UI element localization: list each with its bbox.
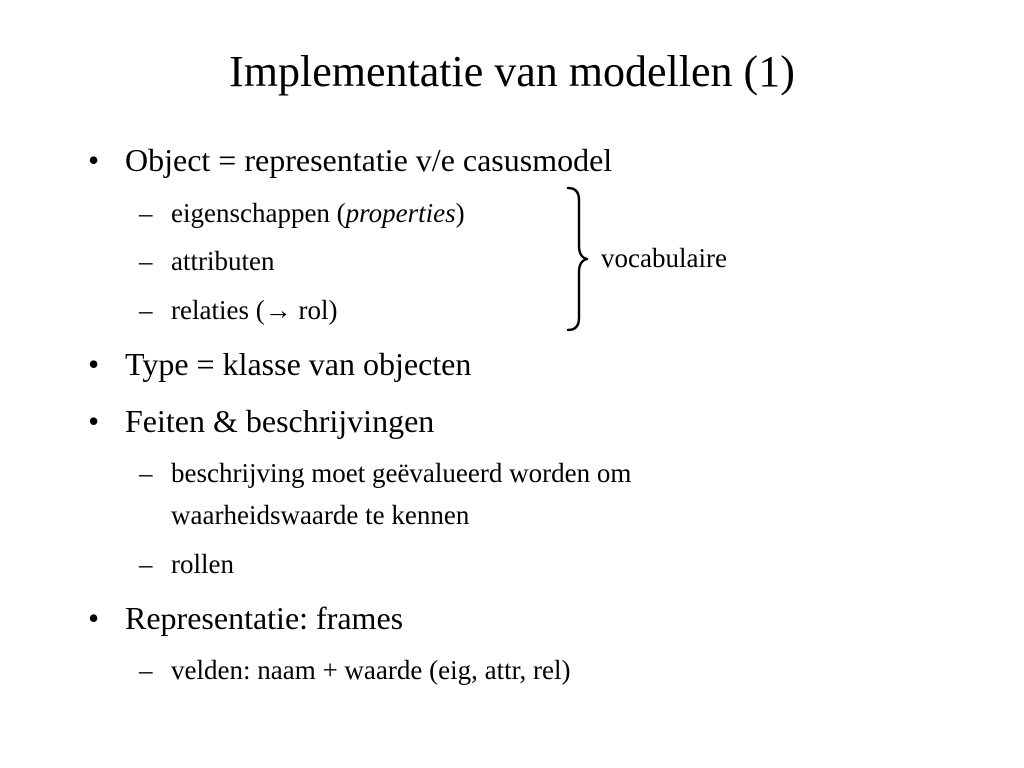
sub-text: rollen	[171, 549, 234, 579]
dash-marker: –	[139, 549, 153, 579]
sub-item-rollen	[139, 547, 234, 581]
sub-text: eigenschappen (	[171, 198, 346, 228]
sub-item-velden	[139, 653, 571, 687]
bullet-item-representatie	[88, 598, 404, 638]
sub-text: beschrijving moet geëvalueerd worden om	[171, 458, 632, 488]
dash-marker: –	[139, 198, 153, 228]
sub-item-relaties	[139, 293, 338, 327]
sub-text: velden: naam + waarde (eig, attr, rel)	[171, 655, 571, 685]
curly-brace-icon	[560, 186, 600, 332]
dash-marker: –	[139, 246, 153, 276]
sub-text: waarheidswaarde te kennen	[171, 500, 470, 530]
sub-text-italic: properties	[345, 198, 456, 228]
sub-text: rol)	[291, 295, 338, 325]
sub-item-beschrijving	[139, 456, 632, 490]
bullet-item-object	[88, 140, 613, 180]
bullet-text: Object = representatie v/e casusmodel	[125, 142, 613, 178]
bullet-marker: •	[88, 346, 100, 382]
slide-title: Implementatie van modellen (1)	[229, 47, 795, 96]
dash-marker: –	[139, 458, 153, 488]
brace-label: vocabulaire	[601, 243, 727, 273]
sub-text: relaties (	[171, 295, 265, 325]
bullet-text: Feiten & beschrijvingen	[125, 403, 435, 439]
sub-item-beschrijving-continued	[171, 498, 469, 532]
bullet-item-type	[88, 344, 472, 384]
bullet-marker: •	[88, 403, 100, 439]
bullet-marker: •	[88, 600, 100, 636]
sub-text: )	[455, 198, 465, 228]
right-arrow-icon: →	[264, 295, 292, 325]
bullet-marker: •	[88, 142, 100, 178]
bullet-text: Type = klasse van objecten	[125, 346, 472, 382]
dash-marker: –	[139, 295, 153, 325]
sub-text: attributen	[171, 246, 275, 276]
bullet-text: Representatie: frames	[125, 600, 404, 636]
dash-marker: –	[139, 655, 153, 685]
bullet-item-feiten	[88, 401, 435, 441]
sub-item-attributen	[139, 244, 275, 278]
sub-item-eigenschappen	[139, 196, 465, 230]
